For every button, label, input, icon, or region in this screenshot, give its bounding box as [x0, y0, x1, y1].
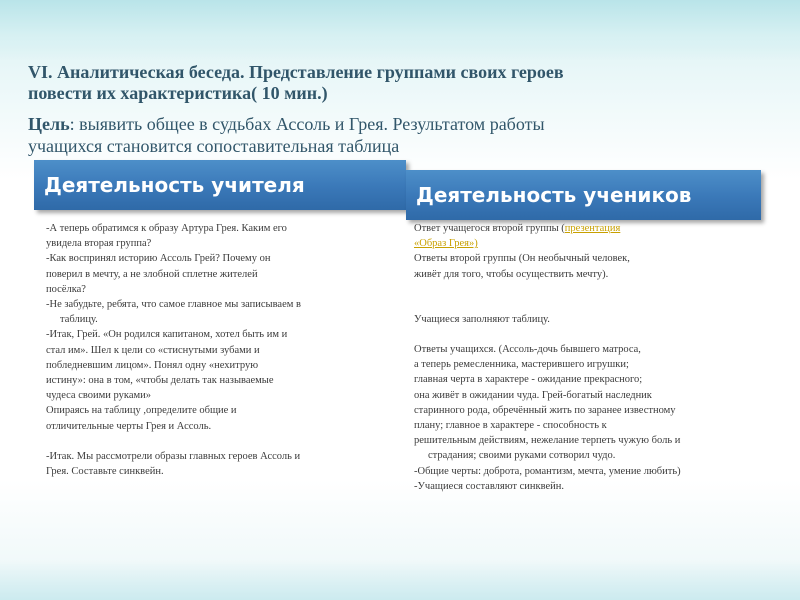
- teacher-line: посёлка?: [46, 283, 86, 295]
- teacher-line: таблицу.: [60, 314, 98, 326]
- student-line: [414, 236, 769, 251]
- teacher-line: стал им». Шел к цели со «стиснутыми зубами и: [46, 344, 260, 356]
- goal-label: Цель: [28, 114, 70, 134]
- teacher-line: побледневшим лицом». Понял одну «нехитрую: [46, 359, 259, 371]
- goal-text-2: учащихся становится сопоставительная таблица: [28, 136, 400, 156]
- students-header-label: Деятельность учеников: [416, 183, 692, 207]
- spacer: [46, 434, 391, 449]
- spacer: [414, 282, 769, 312]
- title-line-2: повести их характеристика( 10 мин.): [28, 83, 328, 103]
- teacher-line: Опираясь на таблицу ,определите общие и: [46, 405, 237, 417]
- teacher-header-label: Деятельность учителя: [44, 173, 305, 197]
- student-line: страдания; своими руками сотворил чудо.: [428, 450, 616, 462]
- students-header: [406, 170, 761, 220]
- presentation-title-link[interactable]: «Образ Грея»): [414, 238, 478, 250]
- teacher-line: -А теперь обратимся к образу Артура Грея. Каким его: [46, 223, 287, 234]
- teacher-line: поверил в мечту, а не злобной сплетне жителей: [46, 268, 258, 280]
- student-line: Ответы второй группы (Он необычный человек,: [414, 253, 630, 265]
- teacher-line: отличительные черты Грея и Ассоль.: [46, 420, 212, 432]
- student-line: живёт для того, чтобы осуществить мечту).: [414, 268, 609, 280]
- title-line-1: VI. Аналитическая беседа. Представление группами своих героев: [28, 62, 564, 82]
- spacer: [414, 327, 769, 342]
- teacher-line: -Не забудьте, ребята, что самое главное мы записываем в: [46, 299, 301, 311]
- teacher-line: -Итак, Грей. «Он родился капитаном, хотел быть им и: [46, 329, 288, 341]
- slide-goal: [28, 113, 768, 157]
- goal-text-1: : выявить общее в судьбах Ассоль и Грея. Результатом работы: [69, 114, 545, 134]
- student-line: старинного рода, обречённый жить по заранее известному: [414, 404, 676, 416]
- top-decoration: [0, 0, 800, 60]
- teacher-line: -Как воспринял историю Ассоль Грей? Почему он: [46, 253, 271, 265]
- teacher-line: чудеса своими руками»: [46, 390, 151, 402]
- teacher-line: увидела вторая группа?: [46, 238, 152, 250]
- student-line: -Учащиеся составляют синквейн.: [414, 480, 565, 492]
- student-line: главная черта в характере - ожидание прекрасного;: [414, 374, 643, 386]
- student-line-prefix: Ответ учащегося второй группы (: [414, 223, 565, 234]
- presentation-link[interactable]: презентация: [564, 223, 621, 234]
- student-line: -Общие черты: доброта, романтизм, мечта, умение любить): [414, 465, 681, 477]
- student-line: [414, 221, 769, 236]
- teacher-line: -Итак. Мы рассмотрели образы главных героев Ассоль и: [46, 450, 301, 462]
- student-line: она живёт в ожидании чуда. Грей-богатый наследник: [414, 389, 652, 401]
- student-line: плану; главное в характере - способность к: [414, 420, 607, 432]
- bottom-decoration: [0, 560, 800, 600]
- students-column: [414, 221, 769, 494]
- student-line: а теперь ремесленника, мастерившего игрушки;: [414, 359, 629, 371]
- slide-title: [28, 62, 768, 104]
- teacher-line: Грея. Составьте синквейн.: [46, 466, 164, 478]
- teacher-column: [46, 221, 391, 479]
- teacher-header: [34, 160, 406, 210]
- teacher-line: истину»: она в том, «чтобы делать так называемые: [46, 375, 274, 387]
- student-line: Учащиеся заполняют таблицу.: [414, 313, 550, 325]
- student-line: решительным действиям, нежелание терпеть чужую боль и: [414, 435, 681, 447]
- student-line: Ответы учащихся. (Ассоль-дочь бывшего матроса,: [414, 344, 641, 356]
